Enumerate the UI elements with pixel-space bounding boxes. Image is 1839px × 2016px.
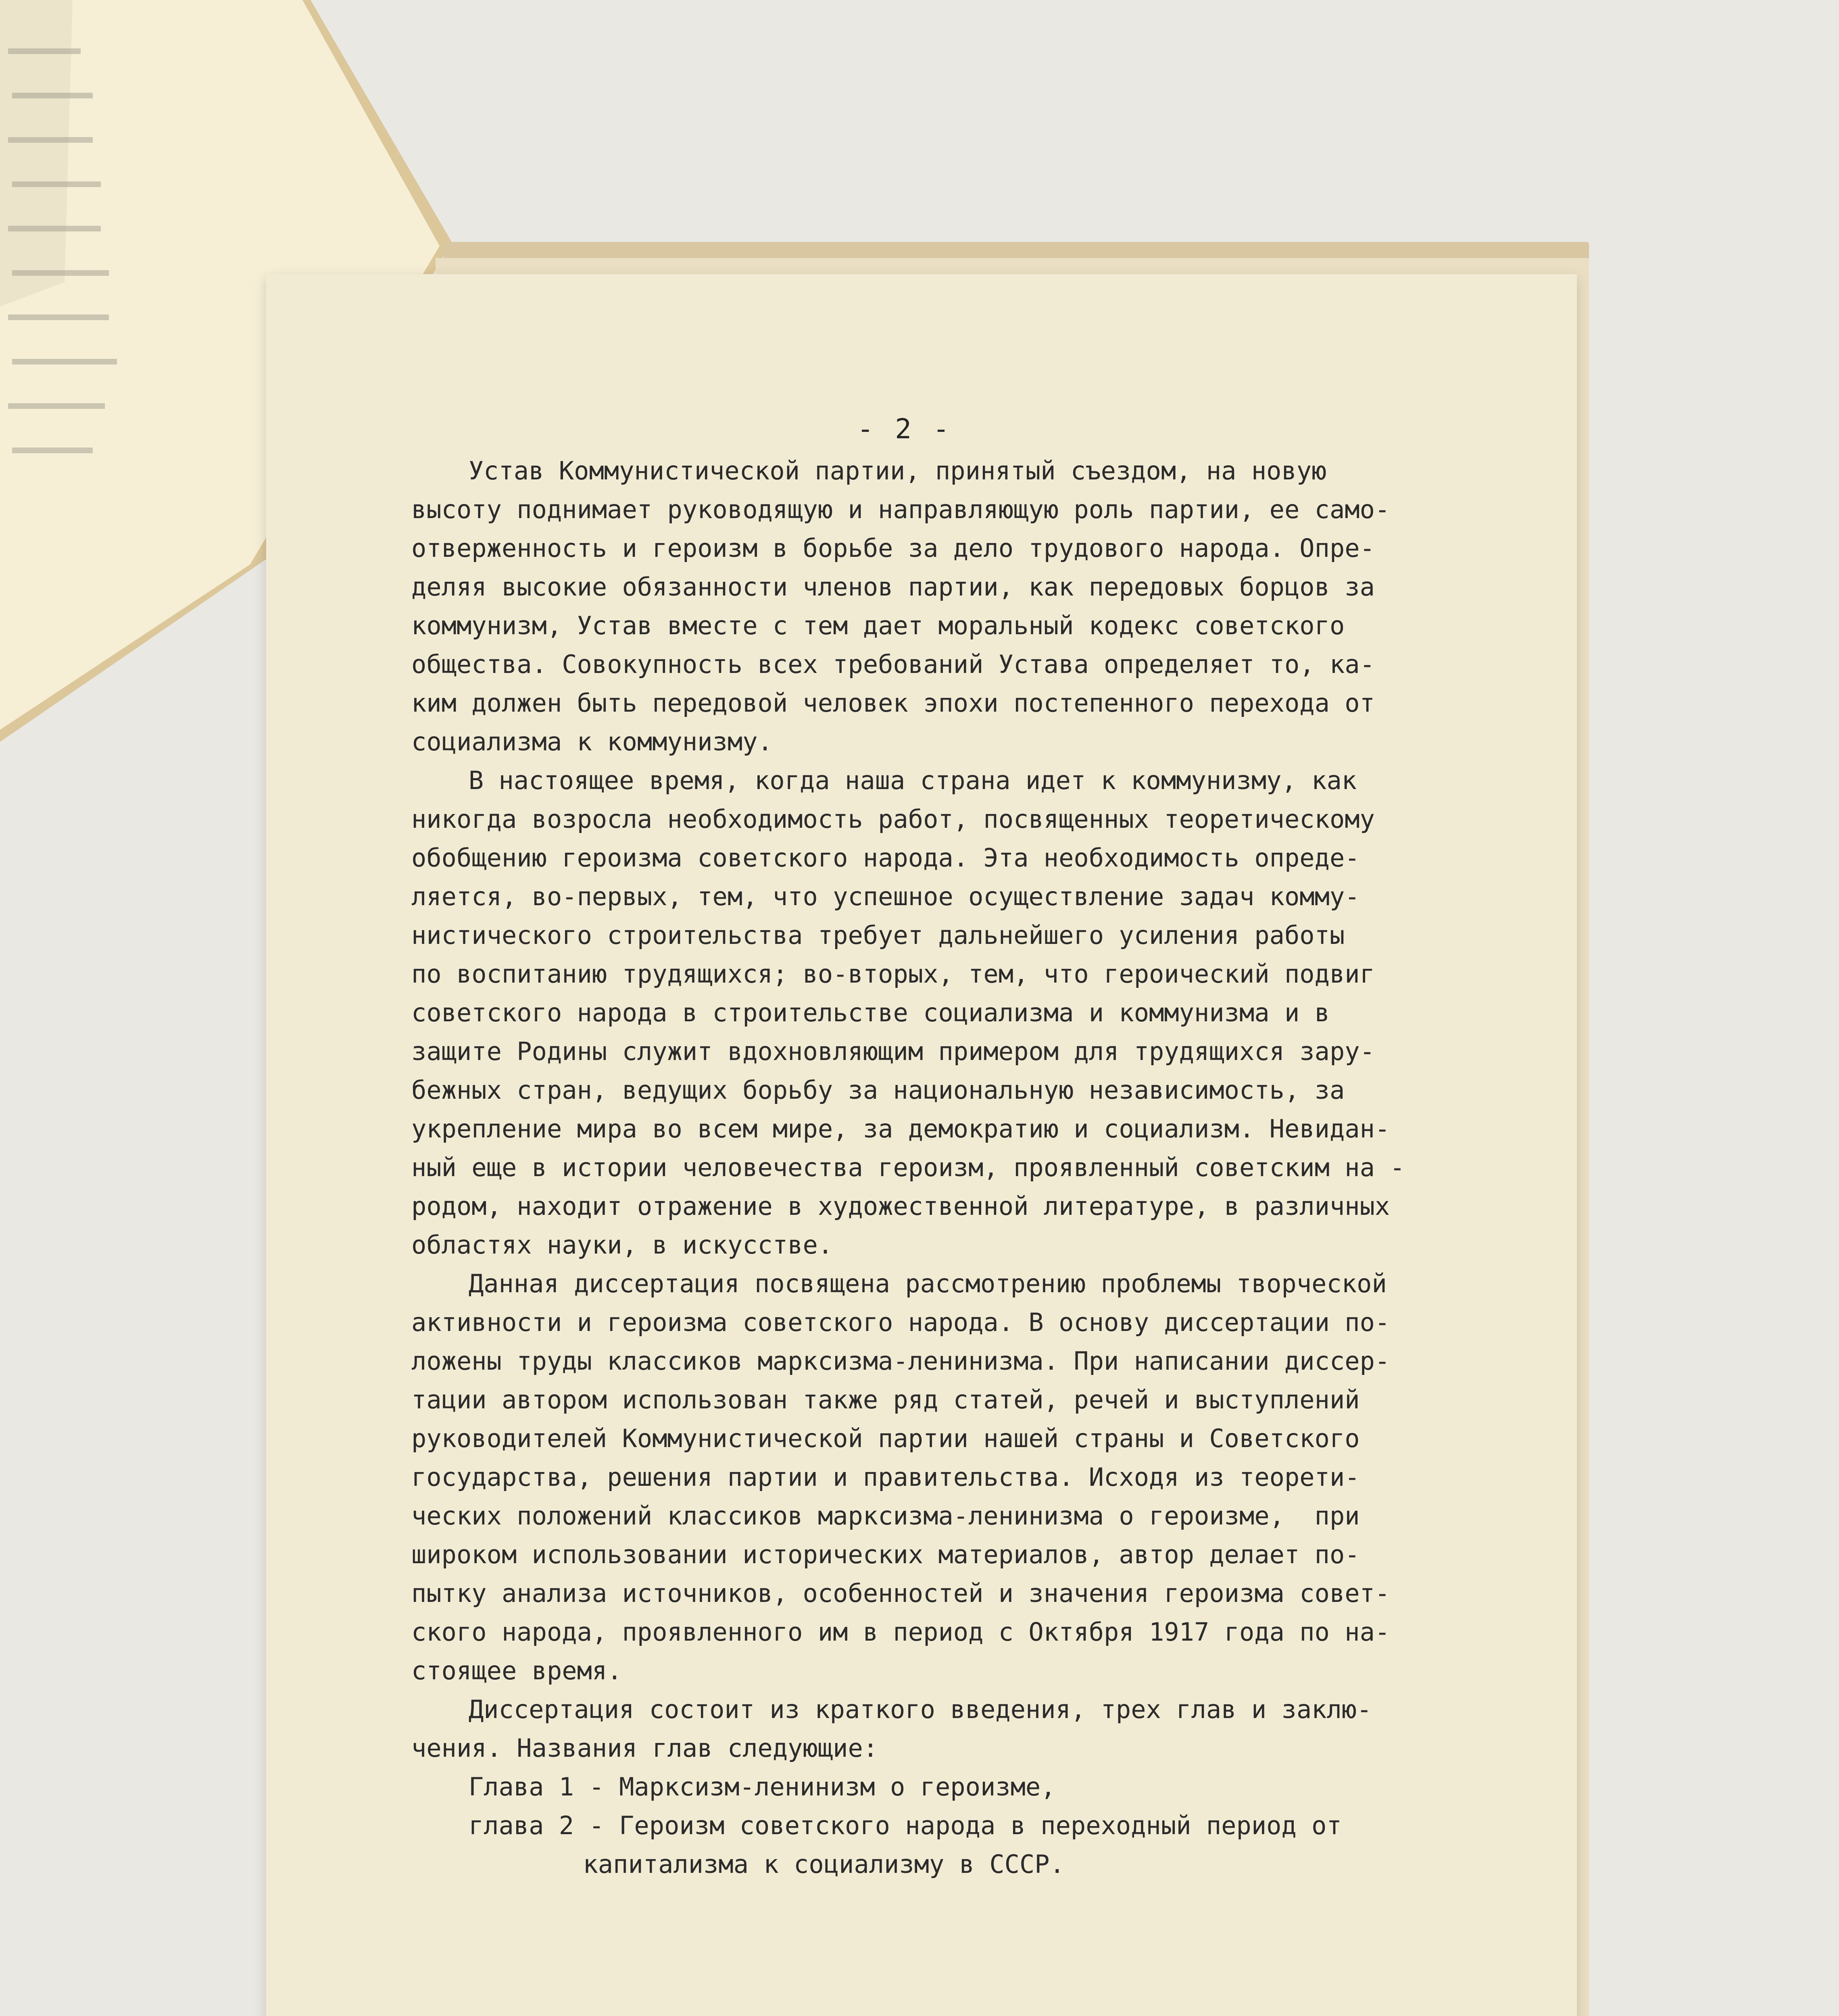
text-line: областях науки, в искусстве. [411,1230,833,1260]
text-line: ный еще в истории человечества героизм, проявленный советским на - [411,1153,1405,1182]
text-line: деляя высокие обязанности членов партии, как передовых борцов за [411,572,1375,602]
text-line: ческих положений классиков марксизма-ленинизма о героизме, при [411,1501,1360,1531]
text-line: тации автором использован также ряд статей, речей и выступлений [411,1385,1360,1414]
text-line: общества. Совокупность всех требований Устава определяет то, ка- [411,650,1375,679]
text-line: Глава 1 - Марксизм-ленинизм о героизме, [468,1772,1056,1801]
text-line: коммунизм, Устав вместе с тем дает моральный кодекс советского [411,611,1345,640]
text-line: руководителей Коммунистической партии нашей страны и Советского [411,1424,1360,1453]
page-body [411,452,1541,1884]
text-line: нистического строительства требует дальнейшего усиления работы [411,921,1345,950]
text-line: стоящее время. [411,1656,622,1685]
text-line: глава 2 - Героизм советского народа в переходный период от [468,1811,1342,1840]
text-line: укрепление мира во всем мире, за демократию и социализм. Невидан- [411,1114,1390,1143]
text-line: защите Родины служит вдохновляющим примером для трудящихся зару- [411,1037,1375,1066]
text-line: пытку анализа источников, особенностей и значения героизма совет- [411,1579,1390,1608]
text-line: активности и героизма советского народа. В основу диссертации по- [411,1308,1390,1337]
text-line: государства, решения партии и правительства. Исходя из теорети- [411,1462,1360,1492]
text-line: по воспитанию трудящихся; во-вторых, тем, что героический подвиг [411,959,1375,989]
typed-page [266,274,1577,2016]
text-line: ложены труды классиков марксизма-ленинизма. При написании диссер- [411,1346,1390,1376]
text-line: ского народа, проявленного им в период с Октября 1917 года по на- [411,1617,1390,1647]
text-line: чения. Названия глав следующие: [411,1733,878,1763]
text-line: бежных стран, ведущих борьбу за национальную независимость, за [411,1075,1345,1105]
text-line: Данная диссертация посвящена рассмотрению проблемы творческой [468,1269,1387,1298]
page-number: - 2 - [857,413,952,445]
text-line: отверженность и героизм в борьбе за дело трудового народа. Опре- [411,533,1375,563]
text-line: родом, находит отражение в художественной литературе, в различных [411,1191,1390,1221]
text-line: социализма к коммунизму. [411,727,773,756]
text-line: Устав Коммунистической партии, принятый съездом, на новую [468,456,1327,485]
text-line: высоту поднимает руководящую и направляющую роль партии, ее само- [411,495,1390,524]
text-line: В настоящее время, когда наша страна идет к коммунизму, как [468,766,1357,795]
text-line: ляется, во-первых, тем, что успешное осуществление задач комму- [411,882,1360,911]
text-line: ким должен быть передовой человек эпохи постепенного перехода от [411,688,1375,718]
text-line: обобщению героизма советского народа. Эта необходимость опреде- [411,843,1360,873]
text-line: никогда возросла необходимость работ, посвященных теоретическому [411,804,1375,834]
text-line: широком использовании исторических материалов, автор делает по- [411,1540,1360,1569]
text-line: Диссертация состоит из краткого введения, трех глав и заклю- [468,1695,1372,1724]
text-line: капитализма к социализму в СССР. [583,1849,1065,1879]
text-line: советского народа в строительстве социализма и коммунизма и в [411,998,1330,1027]
